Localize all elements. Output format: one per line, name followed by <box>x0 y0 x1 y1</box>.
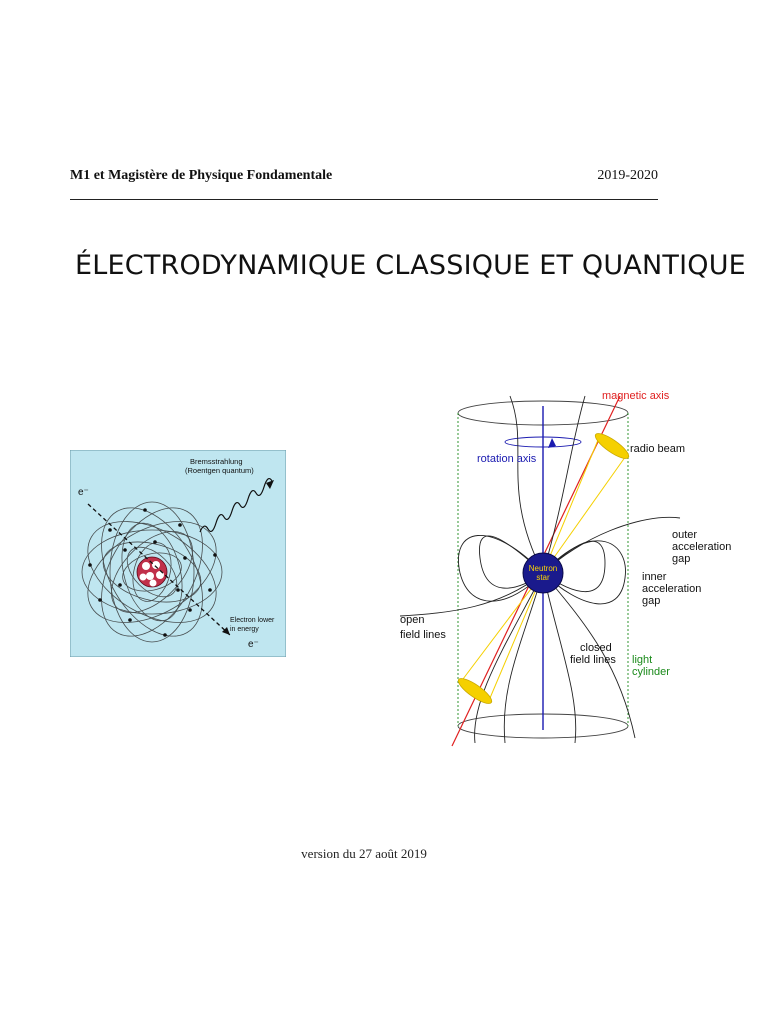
bremsstrahlung-label: Bremsstrahlung <box>190 457 243 466</box>
light-cylinder-label-2: cylinder <box>632 666 670 678</box>
outer-gap-label-2: acceleration <box>672 541 732 553</box>
star-label: star <box>536 573 550 582</box>
radio-beam-top-icon <box>592 430 632 463</box>
neutron-label: Neutron <box>528 564 558 573</box>
open-lines-label-1: open <box>400 614 425 626</box>
in-energy-label: in energy <box>230 626 259 633</box>
electron-lower-label: Electron lower <box>230 617 275 624</box>
inner-gap-label-1: inner <box>642 571 667 583</box>
academic-year: 2019-2020 <box>597 168 658 183</box>
version-date: version du 27 août 2019 <box>301 846 427 861</box>
inner-gap-label-2: acceleration <box>642 583 702 595</box>
outer-gap-label-3: gap <box>672 553 691 565</box>
rotation-axis-label: rotation axis <box>477 453 537 465</box>
document-title: ÉLECTRODYNAMIQUE CLASSIQUE ET QUANTIQUE <box>75 250 746 281</box>
radio-beam-label: radio beam <box>630 443 686 455</box>
course-name: M1 et Magistère de Physique Fondamentale <box>70 168 333 183</box>
electron-in-label: e⁻ <box>78 487 89 498</box>
roentgen-label: (Roentgen quantum) <box>185 466 254 475</box>
closed-lines-label-2: field lines <box>570 654 616 666</box>
open-lines-label-2: field lines <box>400 629 446 641</box>
pulsar-figure <box>380 368 768 768</box>
bremsstrahlung-figure <box>70 450 286 657</box>
inner-gap-label-3: gap <box>642 595 661 607</box>
header-rule <box>70 199 658 200</box>
closed-lines-label-1: closed <box>580 642 612 654</box>
electron-out-label: e⁻ <box>248 639 259 650</box>
magnetic-axis-label: magnetic axis <box>602 390 670 402</box>
outer-gap-label-1: outer <box>672 529 698 541</box>
light-cylinder-label-1: light <box>632 654 653 666</box>
